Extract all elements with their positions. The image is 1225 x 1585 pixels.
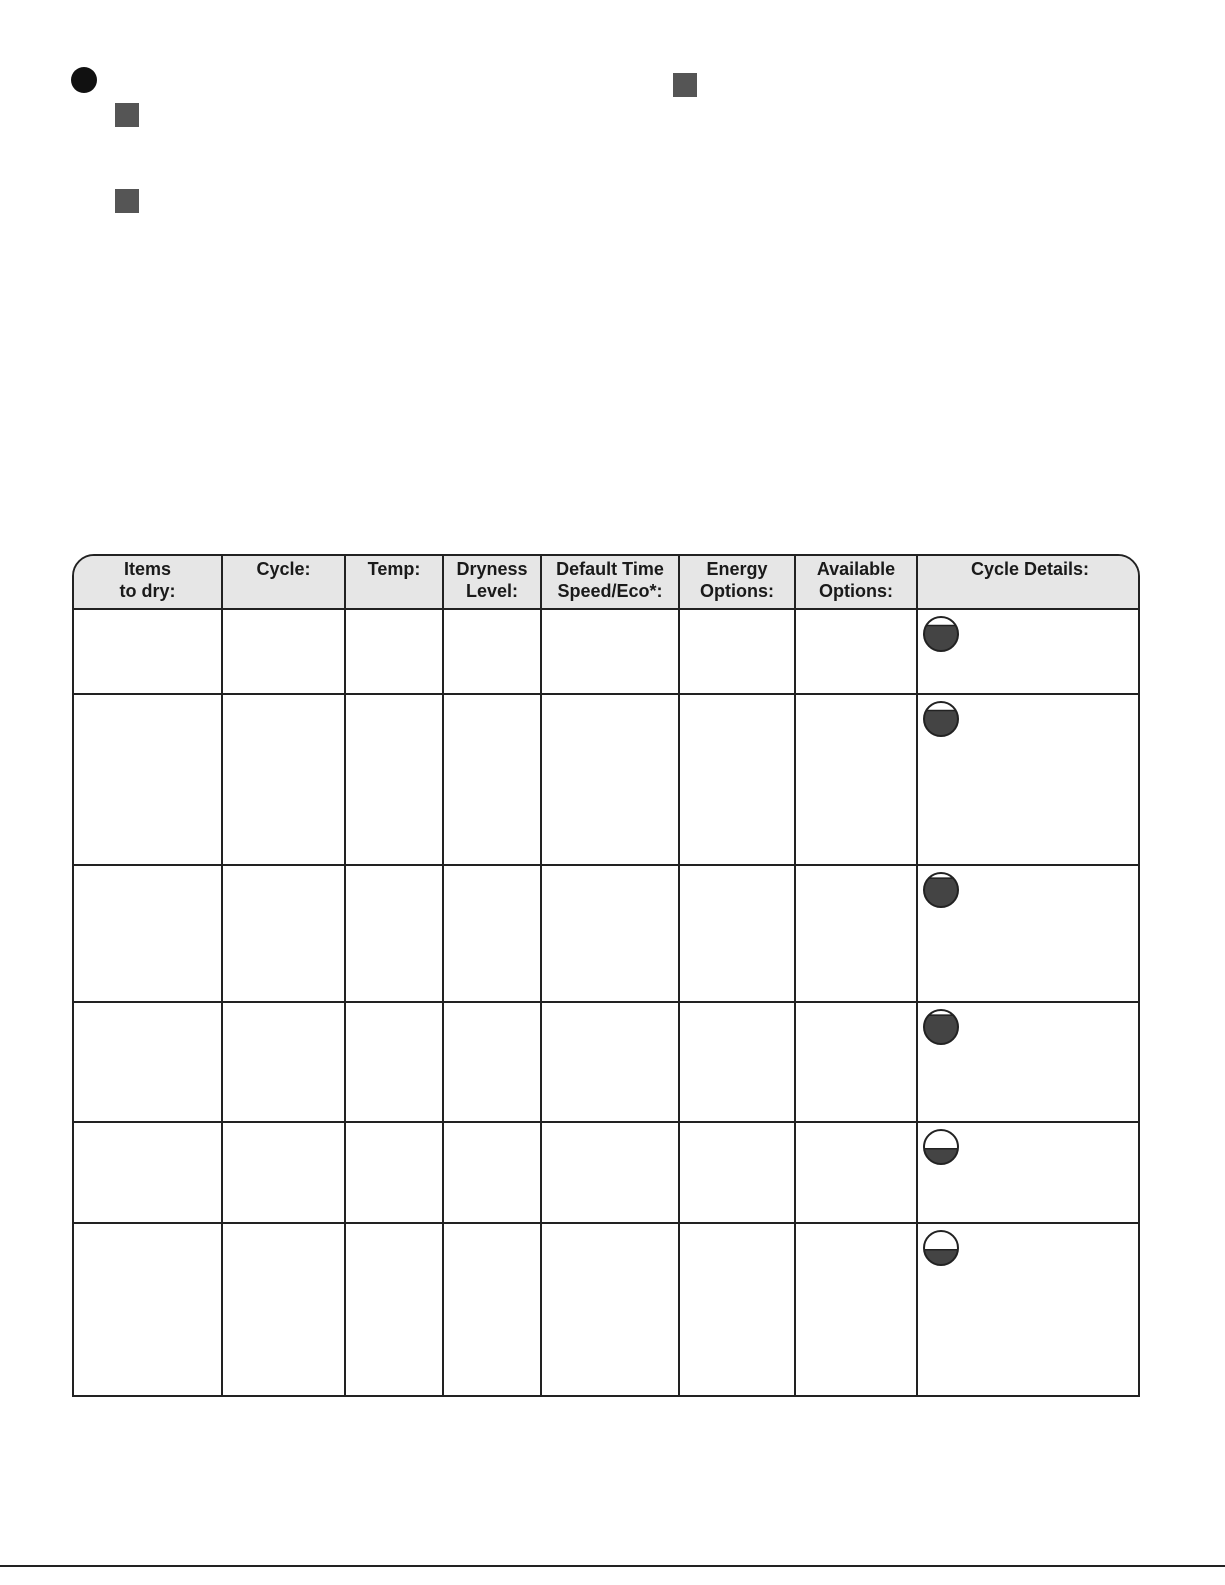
- table-cell: [443, 1122, 541, 1223]
- table-row: [74, 865, 1140, 1002]
- header-items-to-dry: Items to dry:: [74, 556, 222, 609]
- dryness-indicator-icon: [923, 701, 959, 737]
- table-cell: [917, 609, 1140, 694]
- table-row: [74, 1223, 1140, 1395]
- table-cell: [795, 1122, 917, 1223]
- table-cell: [541, 1002, 679, 1122]
- table-cell: [795, 1002, 917, 1122]
- table-cell: [345, 1002, 443, 1122]
- header-default-time: Default Time Speed/Eco*:: [541, 556, 679, 609]
- table-cell: [345, 865, 443, 1002]
- table-row: [74, 1002, 1140, 1122]
- table-cell: [74, 865, 222, 1002]
- table-cell: [679, 865, 795, 1002]
- table-cell: [222, 1122, 345, 1223]
- dryness-indicator-icon: [923, 1230, 959, 1266]
- step-marker-icon: [71, 67, 97, 93]
- table-cell: [795, 1223, 917, 1395]
- table-cell: [345, 1223, 443, 1395]
- table-cell: [74, 1223, 222, 1395]
- table-cell: [541, 694, 679, 865]
- table-cell: [541, 1122, 679, 1223]
- table-cell: [679, 609, 795, 694]
- table-cell: [679, 1122, 795, 1223]
- table-row: [74, 609, 1140, 694]
- table-cell: [74, 1122, 222, 1223]
- table-cell: [345, 609, 443, 694]
- table-row: [74, 694, 1140, 865]
- table-cell: [917, 865, 1140, 1002]
- table-cell: [917, 694, 1140, 865]
- table-cell: [443, 1223, 541, 1395]
- table-cell: [443, 865, 541, 1002]
- table-cell: [795, 694, 917, 865]
- page-bottom-rule: [0, 1565, 1225, 1567]
- table-cell: [222, 609, 345, 694]
- table-cell: [443, 1002, 541, 1122]
- table-header-row: [74, 556, 1140, 609]
- header-temp: Temp:: [345, 556, 443, 609]
- cycle-guide-table: [72, 554, 1140, 1397]
- table-cell: [679, 1223, 795, 1395]
- table-cell: [795, 609, 917, 694]
- header-energy-options: Energy Options:: [679, 556, 795, 609]
- table-row: [74, 1122, 1140, 1223]
- bullet-icon: [115, 189, 139, 213]
- table-cell: [222, 1002, 345, 1122]
- table-cell: [795, 865, 917, 1002]
- table-cell: [679, 1002, 795, 1122]
- bullet-icon: [673, 73, 697, 97]
- dryness-indicator-icon: [923, 872, 959, 908]
- bullet-icon: [115, 103, 139, 127]
- table-cell: [443, 609, 541, 694]
- table-cell: [222, 1223, 345, 1395]
- table-cell: [917, 1122, 1140, 1223]
- table-cell: [541, 609, 679, 694]
- table-cell: [74, 1002, 222, 1122]
- header-cycle: Cycle:: [222, 556, 345, 609]
- table-cell: [345, 1122, 443, 1223]
- table-cell: [222, 694, 345, 865]
- table-cell: [74, 609, 222, 694]
- table-cell: [345, 694, 443, 865]
- header-dryness-level: Dryness Level:: [443, 556, 541, 609]
- table-cell: [443, 694, 541, 865]
- dryness-indicator-icon: [923, 1129, 959, 1165]
- table-cell: [679, 694, 795, 865]
- header-available-options: Available Options:: [795, 556, 917, 609]
- dryness-indicator-icon: [923, 616, 959, 652]
- table-cell: [222, 865, 345, 1002]
- header-cycle-details: Cycle Details:: [917, 556, 1140, 609]
- table-cell: [541, 1223, 679, 1395]
- table-cell: [541, 865, 679, 1002]
- table-cell: [917, 1002, 1140, 1122]
- table-cell: [917, 1223, 1140, 1395]
- table-cell: [74, 694, 222, 865]
- dryness-indicator-icon: [923, 1009, 959, 1045]
